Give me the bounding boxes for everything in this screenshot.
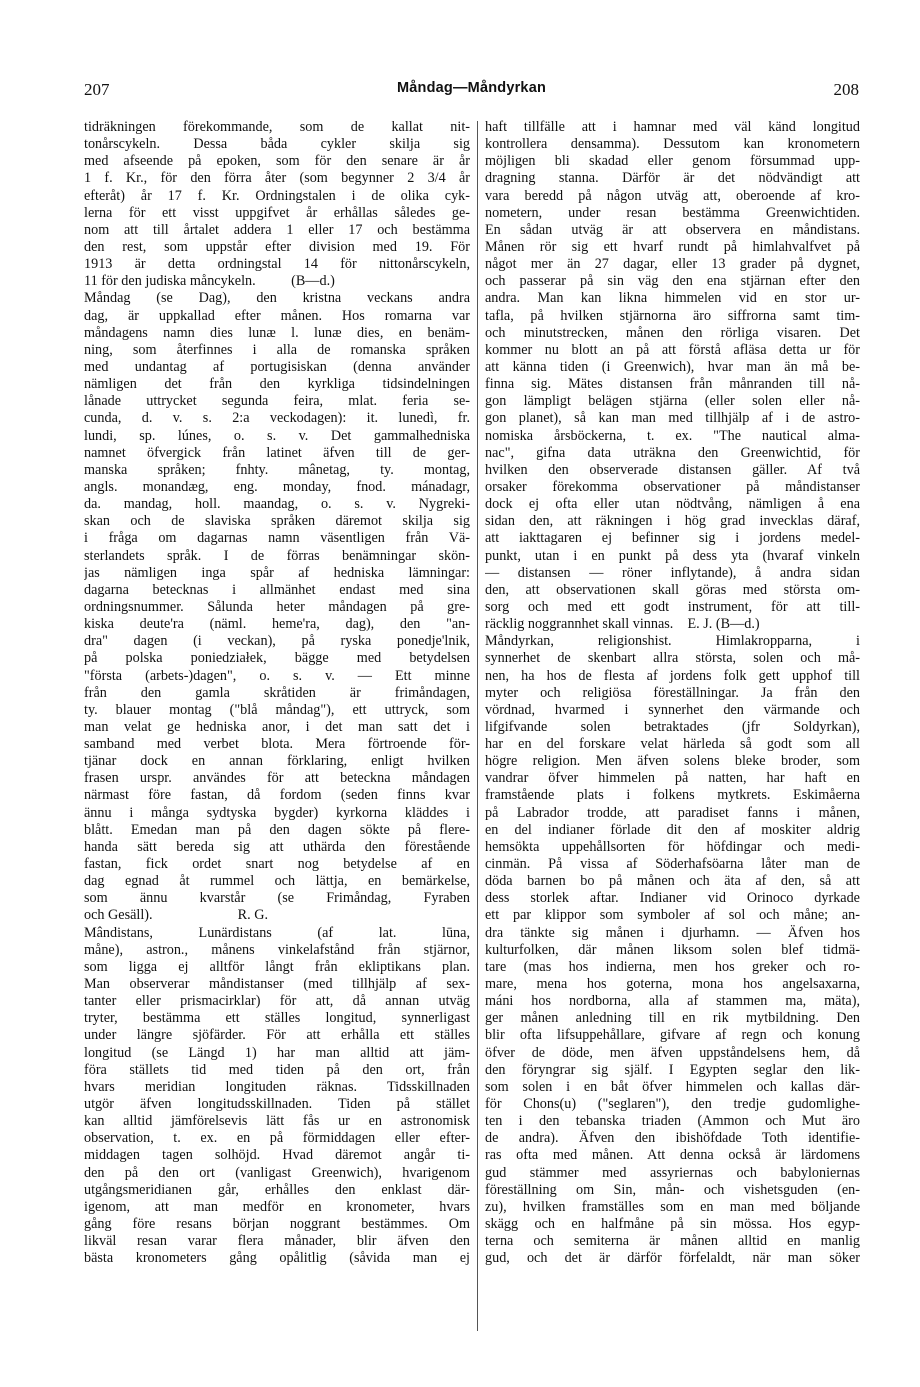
page-number-right: 208 xyxy=(833,80,859,99)
text-line: och Gesäll). R. G. xyxy=(84,907,269,924)
text-line: fastan, fick ordet snart nog betydelse af en xyxy=(84,856,470,873)
text-line: lånade uttrycket segunda feira, mlat. feria se- xyxy=(84,393,470,410)
text-line: tjänar dock en annan förklaring, enligt hvilken xyxy=(84,753,470,770)
text-line: orsaker förekomma observationer på måndistanser xyxy=(485,478,860,495)
text-line: vördnad, hvarmed i synnerhet den värmande och xyxy=(485,701,860,718)
text-line: igenom, att man medför en kronometer, hvars xyxy=(84,1198,470,1215)
text-line: andra. Man kan likna himmelen vid en stor ur- xyxy=(485,290,860,307)
text-line: finna sig. Mätes distansen från månranden till nå- xyxy=(485,376,860,393)
text-line: nomiska årsböckerna, t. ex. "The nautical alma- xyxy=(485,427,860,444)
text-line: terna och semiterna är månen alltid en manlig xyxy=(485,1233,860,1250)
text-line: dagarna betecknas i allmänhet endast med sina xyxy=(84,581,470,598)
text-line: nac", gifna data uträkna den Greenwichtid, för xyxy=(485,444,860,461)
text-line: blir ofta lifsuppehållare, gifvare af regn och konung xyxy=(485,1027,860,1044)
text-line: ordningsnummer. Sålunda heter måndagen på gre- xyxy=(84,598,470,615)
column-divider xyxy=(477,121,478,1331)
text-line: från den gamla skråtiden är frimåndagen, xyxy=(84,684,470,701)
text-line: med undantag af portugisiskan (denna använder xyxy=(84,358,470,375)
text-line: nämligen det från den kyrkliga tidsindelningen xyxy=(84,376,470,393)
text-line: under längre sjöfärder. För att erhålla ett ställes xyxy=(84,1027,470,1044)
text-line: ger månen anledning till en rik mytbildning. Den xyxy=(485,1010,860,1027)
text-line: framstående plats i folkens mytkrets. Eskimåerna xyxy=(485,787,860,804)
text-line: skägg och en halfmåne på sin mössa. Hos egyp- xyxy=(485,1216,860,1232)
text-line: gång före resans början noggrant bestämmes. Om xyxy=(84,1216,470,1232)
text-line: den på den ort (vanligast Greenwich), hvarigenom xyxy=(84,1164,470,1181)
text-line: som ligga ej alltför långt från ekliptikans plan. xyxy=(84,958,470,975)
text-line: på Labrador trodde, att paradiset fanns i månen, xyxy=(485,804,860,821)
text-line: tare (mas hos indierna, men hos greker och ro- xyxy=(485,958,860,975)
page-header xyxy=(84,80,859,104)
text-line: middagen tagen solhöjd. Hvad däremot angår ti- xyxy=(84,1147,470,1164)
text-line: måndagens namn dies lunæ l. lunæ dies, en benäm- xyxy=(84,324,470,341)
text-line: handa sätt bereda sig att uthärda den förestående xyxy=(84,838,470,855)
text-line: manska språken; fnhty. mânetag, ty. montag, xyxy=(84,461,470,478)
text-line: mare, mena hos goterna, mona hos angelsaxarna, xyxy=(485,976,860,993)
text-line: 1913 är detta ordningstal 14 för nittonårscykeln, xyxy=(84,256,470,273)
text-line: jas nämligen inga spår af hedniska lämningar: xyxy=(84,564,470,581)
text-line: sterlandets språk. I de förras benämningar skön- xyxy=(84,547,470,564)
text-line: den, att observationen skall göras med största om- xyxy=(485,581,860,598)
text-line: efteråt) år 17 f. Kr. Ordningstalen i de olika cyk- xyxy=(84,187,470,204)
text-line: nometern, under resan bestämma Greenwichtiden. xyxy=(485,204,860,221)
text-line: nom att till årtalet addera 1 eller 17 och bestämma xyxy=(84,221,470,238)
text-line: zu), hvilken framställes som en man med böljande xyxy=(485,1198,860,1215)
text-line: tryter, bestämma ett ställes longitud, synnerligast xyxy=(84,1010,470,1027)
text-line: ännu i många sydtyska bygder) kyrkorna kläddes i xyxy=(84,804,470,821)
text-line: dag, är uppkallad efter månen. Hos romarna var xyxy=(84,307,470,324)
text-line: föra ställets tid med tiden på den ort, från xyxy=(84,1061,470,1078)
text-line: Mândistans, Lunärdistans (af lat. lūna, xyxy=(84,924,470,941)
text-line: gon lämpligt belägen stjärna (eller solen eller nå- xyxy=(485,393,860,410)
text-line: cunda, d. v. s. 2:a veckodagen): it. lunedì, fr. xyxy=(84,410,470,427)
text-line: möjligen bli skadad eller genom försummad upp- xyxy=(485,153,860,170)
text-line: kulturfolken, där månen liksom solen blef tidmä- xyxy=(485,941,860,958)
text-line: döda barnen bo på månen och äta af den, så att xyxy=(485,873,860,890)
text-line: nen, ha hos de flesta af jordens folk gett upphof till xyxy=(485,667,860,684)
running-title: Måndag—Måndyrkan xyxy=(396,80,547,96)
text-line: myter och religiösa föreställningar. Ja från den xyxy=(485,684,860,701)
text-line: och minutstrecken, månen den rörliga visaren. Det xyxy=(485,324,860,341)
text-line: kontrollera densamma). Dessutom kan kronometern xyxy=(485,136,860,153)
text-line: kiska deute'ra (näml. heme'ra, dag), den "an- xyxy=(84,616,470,633)
text-line: ten i den tebanska triaden (Ammon och Mut äro xyxy=(485,1113,860,1130)
text-line: samband med verbet blota. Mera förtroende för- xyxy=(84,736,470,753)
text-line: tafla, på hvilken stjärnorna äro siffrorna samt tim- xyxy=(485,307,860,324)
text-line: tidräkningen förekommande, som de kallat nit- xyxy=(84,119,470,135)
text-line: punkt, utan i en punkt på dess yta (hvaraf vinkeln xyxy=(485,547,860,564)
text-line: namnet öfvergick från latinet äfven till de ger- xyxy=(84,444,470,461)
text-line: hvars meridian longituden räknas. Tidsskillnaden xyxy=(84,1078,470,1095)
text-line: i fråga om dagarnas namn väsentligen från Vä- xyxy=(84,530,470,547)
text-line: vandrar öfver himmelen på natten, har haft en xyxy=(485,770,860,787)
page-number-left: 207 xyxy=(84,80,110,99)
text-line: En sådan utväg är att observera en måndistans. xyxy=(485,221,860,238)
text-line: utgör äfven longitudsskillnaden. Tiden på stället xyxy=(84,1096,470,1113)
text-line: hemsökta uppehållsorten för höfdingar och medi- xyxy=(485,838,860,855)
text-line: måne), astron., månens vinkelafstånd från stjärnor, xyxy=(84,941,470,958)
text-line: — distansen — röner inflytande), å andra sidan xyxy=(485,564,860,581)
text-line: haft tillfälle att i hamnar med väl känd longitud xyxy=(485,119,860,135)
text-line: lerna för ett visst uppgifvet år erhållas således ge- xyxy=(84,204,470,221)
text-line: ning, som återfinnes i alla de romanska språken xyxy=(84,341,470,358)
left-text-column xyxy=(84,119,470,1267)
text-line: att iakttagaren ej befinner sig i jordens medel- xyxy=(485,530,860,547)
text-line: med afseende på epoken, som för den senare är år xyxy=(84,153,470,170)
text-line: tanter eller prismacirklar) för att, då annan utväg xyxy=(84,993,470,1010)
text-line: dock ej ofta eller utan nödtvång, nämligen å ena xyxy=(485,496,860,513)
text-line: hvilken den observerade distansen gäller. Af två xyxy=(485,461,860,478)
text-line: blått. Emedan man på den dagen sökte på flere- xyxy=(84,821,470,838)
text-line: Måndyrkan, religionshist. Himlakropparna, i xyxy=(485,633,860,650)
text-line: sidan den, att räkningen i hög grad invecklas däraf, xyxy=(485,513,860,530)
text-line: lifgifvande solen betraktades (jfr Soldyrkan), xyxy=(485,718,860,735)
text-line: ett par klippor som symboler af sol och måne; an- xyxy=(485,907,860,924)
text-line: den rest, som uppstår efter division med 19. För xyxy=(84,238,470,255)
text-line: angls. monandæg, eng. monday, fnod. mánadagr, xyxy=(84,478,470,495)
text-line: att känna tiden (i Greenwich), hvar man än må be- xyxy=(485,358,860,375)
text-line: da. mandag, holl. maandag, o. s. v. Nygreki- xyxy=(84,496,470,513)
text-line: Månen rör sig ett hvarf rundt på himlahvalfvet på xyxy=(485,238,860,255)
text-line: gon planet), så kan man med tillhjälp af i de astro- xyxy=(485,410,860,427)
text-line: Måndag (se Dag), den kristna veckans andra xyxy=(84,290,470,307)
text-line: de andra). Äfven den ibishöfdade Toth identifie- xyxy=(485,1130,860,1147)
text-line: synnerhet de skenbart allra största, solen och må- xyxy=(485,650,860,667)
text-line: öfver de döde, men äfven uppståndelsens hem, då xyxy=(485,1044,860,1061)
text-line: cinmän. På vissa af Söderhafsöarna låter man de xyxy=(485,856,860,873)
text-line: närmast före fastan, då fordom (seden finns kvar xyxy=(84,787,470,804)
text-line: för Chons(u) ("seglaren"), den tredje gudomlighe- xyxy=(485,1096,860,1113)
text-line: dra tänkte sig månen i djurhamn. — Äfven hos xyxy=(485,924,860,941)
text-line: dragning stanna. Därför är det nödvändigt att xyxy=(485,170,860,187)
text-line: kommer nu blott an på att förstå afläsa detta ur för xyxy=(485,341,860,358)
text-line: som ännu kvarstår (se Frimåndag, Fyraben xyxy=(84,890,470,907)
text-line: något mer än 27 dagar, eller 13 grader på dygnet, xyxy=(485,256,860,273)
text-line: utgångsmeridianen går, erhålles den enklast där- xyxy=(84,1181,470,1198)
text-line: på polska poniedziałek, bägge med betydelsen xyxy=(84,650,470,667)
text-line: 11 för den judiska måncykeln. (B—d.) xyxy=(84,273,335,290)
text-line: och passerar på sin väg den ena stjärnan efter den xyxy=(485,273,860,290)
text-line: sorg och med ett godt instrument, för att till- xyxy=(485,598,860,615)
text-line: föreställning om Sin, mån- och vishetsguden (en- xyxy=(485,1181,860,1198)
text-line: bästa kronometers gång opålitlig (såvida man ej xyxy=(84,1250,470,1267)
text-line: longitud (se Längd 1) har man alltid att jäm- xyxy=(84,1044,470,1061)
text-line: har en del forskare velat härleda så godt som all xyxy=(485,736,860,753)
text-line: ty. blauer montag ("blå måndag"), ett uttryck, som xyxy=(84,701,470,718)
text-line: man velat ge hedniska anor, i det man satt det i xyxy=(84,718,470,735)
text-line: högre religion. Men äfven solens bleke broder, som xyxy=(485,753,860,770)
text-line: vara beredd på någon utväg att, oberoende af kro- xyxy=(485,187,860,204)
text-line: observation, t. ex. en på förmiddagen eller efter- xyxy=(84,1130,470,1147)
text-line: tonårscykeln. Dessa båda cykler skilja sig xyxy=(84,136,470,153)
text-line: frasen urspr. användes för att beteckna måndagen xyxy=(84,770,470,787)
text-line: kan alltid jämförelsevis lätt fås ur en astronomisk xyxy=(84,1113,470,1130)
text-line: som solen i en båt öfver himmelen och kallas där- xyxy=(485,1078,860,1095)
text-line: máni hos nordborna, alla af stammen ma, mäta), xyxy=(485,993,860,1010)
text-line: ras ofta med månen. Att dennа också är lärdomens xyxy=(485,1147,860,1164)
text-line: lundi, sp. lúnes, o. s. v. Det gammalhedniska xyxy=(84,427,470,444)
right-text-column xyxy=(485,119,860,1267)
text-line: dess storlek aftar. Indianer vid Orinoco dyrkade xyxy=(485,890,860,907)
text-line: räcklig noggrannhet skall vinnas. E. J. (B—d.) xyxy=(485,616,760,633)
text-line: gud stämmer med assyriernas och babyloniernas xyxy=(485,1164,860,1181)
text-line: den föryngrar sig själf. I Egypten seglar den lik- xyxy=(485,1061,860,1078)
text-line: dag egnad åt rummel och lättja, en bemärkelse, xyxy=(84,873,470,890)
text-line: dra" dagen (i veckan), på ryska ponedje'lnik, xyxy=(84,633,470,650)
text-line: Man observerar måndistanser (med tillhjälp af sex- xyxy=(84,976,470,993)
text-line: likväl resan varar flera månader, blir äfven den xyxy=(84,1233,470,1250)
text-line: 1 f. Kr., för den förra åter (som begynner 2 3/4 år xyxy=(84,170,470,187)
text-line: en del indianer förlade dit den af moskiter aldrig xyxy=(485,821,860,838)
text-line: gud, och det är därför förfelaldt, när man söker xyxy=(485,1250,860,1267)
text-line: skan och de slaviska språken däremot skilja sig xyxy=(84,513,470,530)
text-line: "första (arbets-)dagen", o. s. v. — Ett minne xyxy=(84,667,470,684)
